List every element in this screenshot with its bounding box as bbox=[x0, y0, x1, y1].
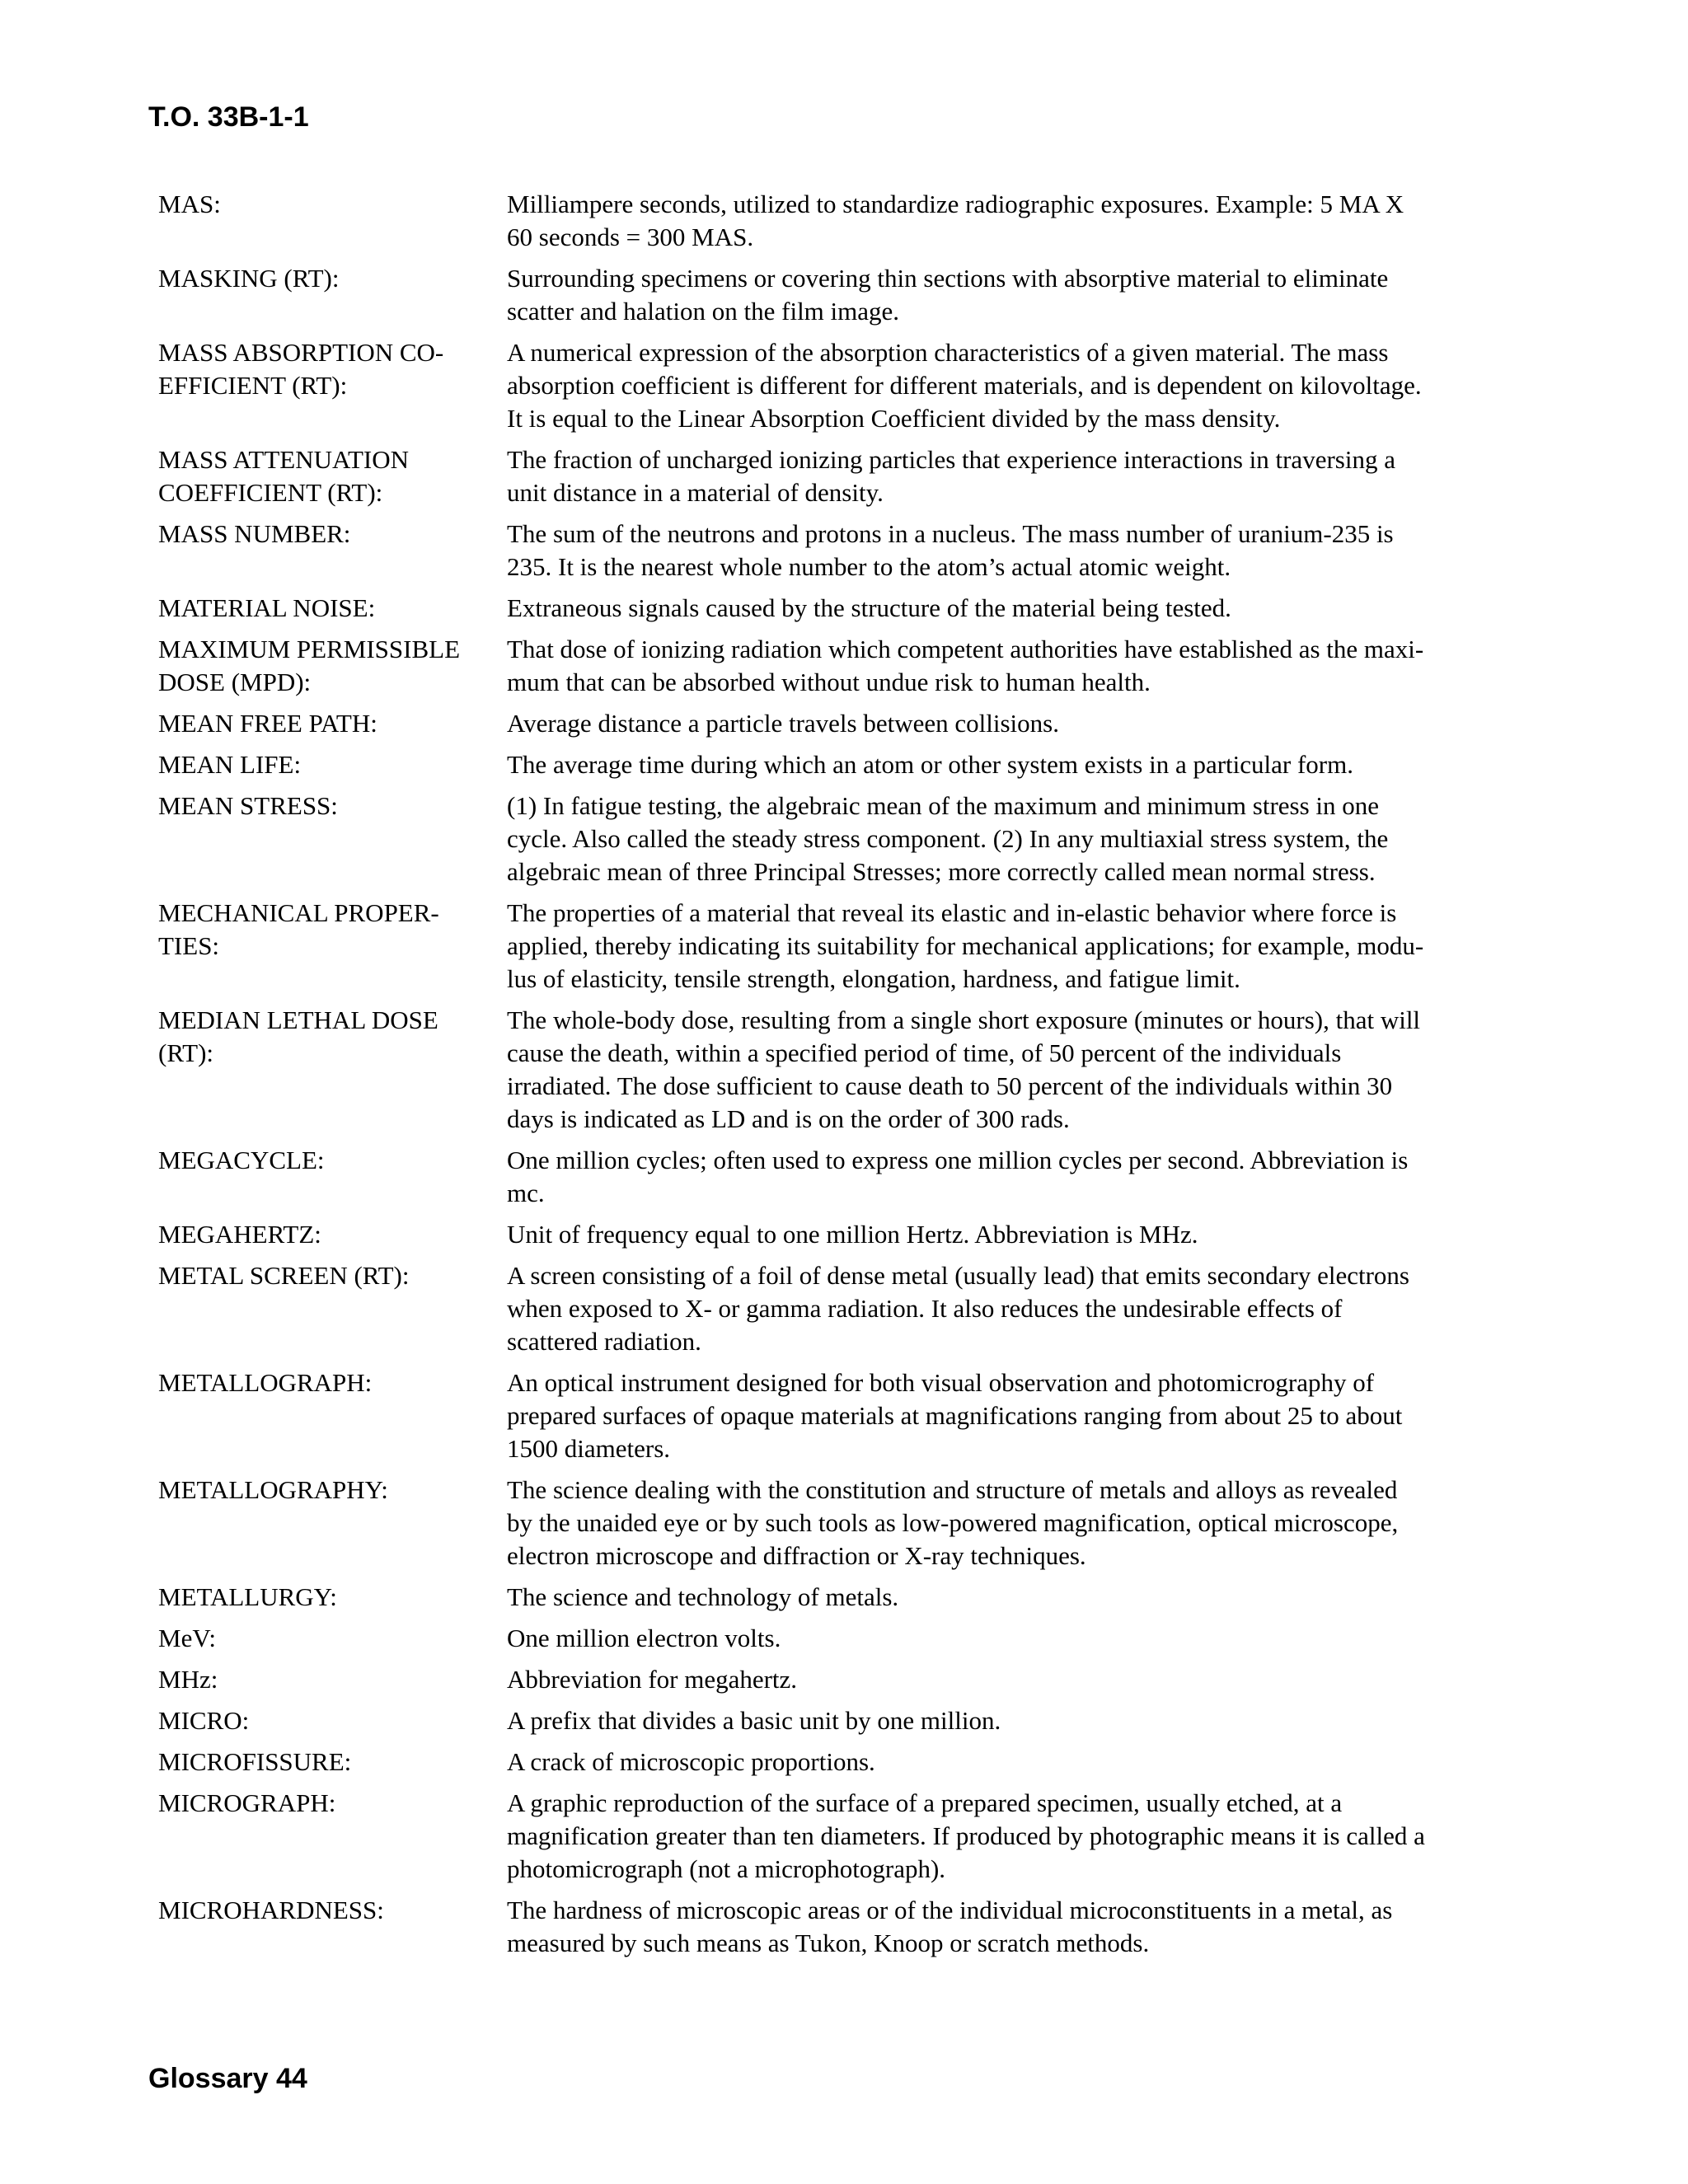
glossary-term-line: MEGAHERTZ: bbox=[158, 1220, 321, 1249]
glossary-definition-line: Average distance a particle travels between collisions. bbox=[507, 709, 1059, 738]
glossary-entry bbox=[158, 518, 1559, 583]
glossary-term-line: MICROGRAPH: bbox=[158, 1788, 336, 1817]
glossary-definition-line: The hardness of microscopic areas or of the individual microconstituents in a metal, as bbox=[507, 1896, 1393, 1924]
glossary-term-line: MEDIAN LETHAL DOSE bbox=[158, 1005, 438, 1034]
glossary-term bbox=[158, 1581, 507, 1614]
glossary-definition-line: Abbreviation for megahertz. bbox=[507, 1665, 798, 1694]
glossary-term-line: METALLOGRAPH: bbox=[158, 1368, 373, 1397]
glossary-definition-line: photomicrograph (not a microphotograph). bbox=[507, 1854, 946, 1883]
glossary-term bbox=[158, 1787, 507, 1886]
glossary-term bbox=[158, 336, 507, 435]
glossary-term-line: MAS: bbox=[158, 190, 221, 218]
glossary-definition-line: magnification greater than ten diameters. If produced by photographic means it is called a bbox=[507, 1821, 1425, 1850]
glossary-definition-line: It is equal to the Linear Absorption Coefficient divided by the mass density. bbox=[507, 404, 1281, 433]
glossary-definition bbox=[507, 592, 1529, 625]
glossary-definition bbox=[507, 443, 1529, 509]
glossary-term bbox=[158, 188, 507, 254]
glossary-definition-line: irradiated. The dose sufficient to cause death to 50 percent of the individuals within 30 bbox=[507, 1071, 1393, 1100]
glossary-term bbox=[158, 1218, 507, 1251]
glossary-definition-line: The fraction of uncharged ionizing particles that experience interactions in traversing a bbox=[507, 445, 1395, 474]
glossary-definition-line: The science dealing with the constitution and structure of metals and alloys as revealed bbox=[507, 1475, 1398, 1504]
glossary-definition-line: applied, thereby indicating its suitability for mechanical applications; for example, modu- bbox=[507, 931, 1424, 960]
glossary-definition-line: A prefix that divides a basic unit by one million. bbox=[507, 1706, 1001, 1735]
glossary-entry bbox=[158, 1894, 1559, 1960]
glossary-entry bbox=[158, 1004, 1559, 1136]
glossary-definition-line: electron microscope and diffraction or X-ray techniques. bbox=[507, 1541, 1086, 1570]
glossary-entry bbox=[158, 1581, 1559, 1614]
glossary-term-line: MAXIMUM PERMISSIBLE bbox=[158, 635, 461, 663]
glossary-definition-line: cause the death, within a specified period of time, of 50 percent of the individuals bbox=[507, 1038, 1342, 1067]
glossary-term bbox=[158, 1663, 507, 1696]
glossary-entry bbox=[158, 262, 1559, 328]
glossary-definition-line: A graphic reproduction of the surface of a prepared specimen, usually etched, at a bbox=[507, 1788, 1343, 1817]
glossary-term bbox=[158, 1746, 507, 1779]
glossary-definition bbox=[507, 1581, 1529, 1614]
glossary-term-line: MHz: bbox=[158, 1665, 218, 1694]
glossary-entry bbox=[158, 1474, 1559, 1572]
glossary-term bbox=[158, 1622, 507, 1655]
glossary-definition-line: 1500 diameters. bbox=[507, 1434, 671, 1463]
glossary-term bbox=[158, 1259, 507, 1358]
glossary-definition-line: days is indicated as LD and is on the order of 300 rads. bbox=[507, 1104, 1070, 1133]
glossary-definition bbox=[507, 1474, 1529, 1572]
glossary-definition bbox=[507, 633, 1529, 699]
glossary-term-line: COEFFICIENT (RT): bbox=[158, 478, 383, 507]
glossary-definition-line: absorption coefficient is different for different materials, and is dependent on kilovoltage. bbox=[507, 371, 1422, 400]
glossary-entry bbox=[158, 592, 1559, 625]
glossary-definition bbox=[507, 1894, 1529, 1960]
glossary-definition-line: when exposed to X- or gamma radiation. It also reduces the undesirable effects of bbox=[507, 1294, 1343, 1323]
glossary-definition bbox=[507, 1259, 1529, 1358]
glossary-definition-line: The whole-body dose, resulting from a single short exposure (minutes or hours), that will bbox=[507, 1005, 1421, 1034]
glossary-definition-line: An optical instrument designed for both visual observation and photomicrography of bbox=[507, 1368, 1375, 1397]
glossary-definition-line: Surrounding specimens or covering thin sections with absorptive material to eliminate bbox=[507, 264, 1389, 293]
glossary-definition-line: Unit of frequency equal to one million Hertz. Abbreviation is MHz. bbox=[507, 1220, 1198, 1249]
glossary-definition bbox=[507, 707, 1529, 740]
glossary-definition-line: One million cycles; often used to express one million cycles per second. Abbreviation is bbox=[507, 1146, 1409, 1174]
glossary-term-line: MEAN FREE PATH: bbox=[158, 709, 377, 738]
glossary-term-line: MASKING (RT): bbox=[158, 264, 340, 293]
glossary-definition-line: (1) In fatigue testing, the algebraic mean of the maximum and minimum stress in one bbox=[507, 791, 1380, 820]
glossary-definition bbox=[507, 897, 1529, 996]
glossary-definition-line: prepared surfaces of opaque materials at magnifications ranging from about 25 to about bbox=[507, 1401, 1403, 1430]
glossary-term bbox=[158, 897, 507, 996]
glossary-definition-line: unit distance in a material of density. bbox=[507, 478, 884, 507]
glossary-definition bbox=[507, 1622, 1529, 1655]
glossary-definition-line: mum that can be absorbed without undue risk to human health. bbox=[507, 668, 1151, 696]
glossary-definition bbox=[507, 1218, 1529, 1251]
glossary-entry bbox=[158, 1259, 1559, 1358]
glossary-definition bbox=[507, 790, 1529, 888]
glossary-term-line: METAL SCREEN (RT): bbox=[158, 1261, 410, 1290]
glossary-definition bbox=[507, 1144, 1529, 1210]
glossary-term bbox=[158, 443, 507, 509]
glossary-definition-line: mc. bbox=[507, 1179, 545, 1207]
glossary-entry bbox=[158, 1746, 1559, 1779]
glossary-term-line: MATERIAL NOISE: bbox=[158, 593, 376, 622]
glossary-definition-line: lus of elasticity, tensile strength, elongation, hardness, and fatigue limit. bbox=[507, 964, 1240, 993]
glossary-definition-line: That dose of ionizing radiation which competent authorities have established as the maxi- bbox=[507, 635, 1424, 663]
glossary-definition-line: The average time during which an atom or other system exists in a particular form. bbox=[507, 750, 1353, 779]
glossary-term-line: DOSE (MPD): bbox=[158, 668, 312, 696]
glossary-definition bbox=[507, 1746, 1529, 1779]
glossary-term-line: MICROFISSURE: bbox=[158, 1747, 352, 1776]
glossary-term bbox=[158, 1004, 507, 1136]
glossary-entry bbox=[158, 1144, 1559, 1210]
glossary-term-line: MEAN LIFE: bbox=[158, 750, 302, 779]
glossary-entry bbox=[158, 188, 1559, 254]
glossary-definition bbox=[507, 1787, 1529, 1886]
glossary-definition-line: cycle. Also called the steady stress component. (2) In any multiaxial stress system, the bbox=[507, 824, 1389, 853]
glossary-entry bbox=[158, 707, 1559, 740]
glossary-definition-line: scattered radiation. bbox=[507, 1327, 701, 1356]
glossary-definition bbox=[507, 1704, 1529, 1737]
glossary-term-line: MeV: bbox=[158, 1624, 217, 1652]
glossary-term-line: MASS ABSORPTION CO- bbox=[158, 338, 444, 367]
glossary-term-line: MEAN STRESS: bbox=[158, 791, 338, 820]
glossary-definition bbox=[507, 518, 1529, 583]
glossary-entry bbox=[158, 748, 1559, 781]
glossary-term bbox=[158, 790, 507, 888]
glossary-definition bbox=[507, 336, 1529, 435]
glossary-term bbox=[158, 1474, 507, 1572]
glossary-definition-line: algebraic mean of three Principal Stresses; more correctly called mean normal stress. bbox=[507, 857, 1376, 886]
glossary-definition bbox=[507, 1004, 1529, 1136]
glossary-term-line: (RT): bbox=[158, 1038, 214, 1067]
glossary-entry bbox=[158, 633, 1559, 699]
glossary-entry bbox=[158, 443, 1559, 509]
glossary-term-line: TIES: bbox=[158, 931, 220, 960]
glossary-definition bbox=[507, 748, 1529, 781]
glossary-entry bbox=[158, 336, 1559, 435]
glossary-term bbox=[158, 518, 507, 583]
glossary-term-line: METALLURGY: bbox=[158, 1582, 337, 1611]
glossary-term bbox=[158, 1366, 507, 1465]
glossary-definition-line: The science and technology of metals. bbox=[507, 1582, 899, 1611]
glossary-definition-line: A numerical expression of the absorption characteristics of a given material. The mass bbox=[507, 338, 1389, 367]
glossary-definition-line: One million electron volts. bbox=[507, 1624, 781, 1652]
document-number: T.O. 33B-1-1 bbox=[148, 101, 309, 133]
glossary-entry bbox=[158, 790, 1559, 888]
glossary-term-line: MASS NUMBER: bbox=[158, 519, 351, 548]
glossary-definition-line: 235. It is the nearest whole number to the atom’s actual atomic weight. bbox=[507, 552, 1231, 581]
glossary-term bbox=[158, 633, 507, 699]
glossary-definition bbox=[507, 1663, 1529, 1696]
glossary-definition bbox=[507, 1366, 1529, 1465]
glossary-definition-line: Milliampere seconds, utilized to standardize radiographic exposures. Example: 5 MA X bbox=[507, 190, 1404, 218]
glossary-term-line: MASS ATTENUATION bbox=[158, 445, 409, 474]
glossary-entry bbox=[158, 1366, 1559, 1465]
glossary-definition-line: A crack of microscopic proportions. bbox=[507, 1747, 875, 1776]
glossary-entry bbox=[158, 1704, 1559, 1737]
glossary-term bbox=[158, 1144, 507, 1210]
glossary-term bbox=[158, 262, 507, 328]
glossary-definition-line: Extraneous signals caused by the structure of the material being tested. bbox=[507, 593, 1231, 622]
glossary-entry bbox=[158, 1622, 1559, 1655]
glossary-term-line: MECHANICAL PROPER- bbox=[158, 898, 439, 927]
glossary-term bbox=[158, 748, 507, 781]
page-number: Glossary 44 bbox=[148, 2063, 307, 2094]
glossary-definition-line: 60 seconds = 300 MAS. bbox=[507, 223, 754, 251]
glossary-term-line: METALLOGRAPHY: bbox=[158, 1475, 388, 1504]
glossary-list bbox=[158, 188, 1559, 1968]
glossary-term bbox=[158, 1894, 507, 1960]
glossary-entry bbox=[158, 1218, 1559, 1251]
glossary-definition-line: scatter and halation on the film image. bbox=[507, 297, 900, 326]
glossary-term-line: MEGACYCLE: bbox=[158, 1146, 325, 1174]
glossary-entry bbox=[158, 1663, 1559, 1696]
glossary-definition bbox=[507, 262, 1529, 328]
glossary-term-line: MICROHARDNESS: bbox=[158, 1896, 384, 1924]
glossary-definition-line: A screen consisting of a foil of dense metal (usually lead) that emits secondary electrons bbox=[507, 1261, 1409, 1290]
glossary-term bbox=[158, 1704, 507, 1737]
glossary-definition-line: by the unaided eye or by such tools as low-powered magnification, optical microscope, bbox=[507, 1508, 1399, 1537]
glossary-term-line: MICRO: bbox=[158, 1706, 250, 1735]
glossary-entry bbox=[158, 1787, 1559, 1886]
glossary-term bbox=[158, 592, 507, 625]
glossary-definition bbox=[507, 188, 1529, 254]
glossary-definition-line: The sum of the neutrons and protons in a nucleus. The mass number of uranium-235 is bbox=[507, 519, 1394, 548]
glossary-entry bbox=[158, 897, 1559, 996]
glossary-term bbox=[158, 707, 507, 740]
glossary-term-line: EFFICIENT (RT): bbox=[158, 371, 348, 400]
glossary-definition-line: measured by such means as Tukon, Knoop or scratch methods. bbox=[507, 1929, 1150, 1957]
glossary-definition-line: The properties of a material that reveal its elastic and in-elastic behavior where force is bbox=[507, 898, 1397, 927]
